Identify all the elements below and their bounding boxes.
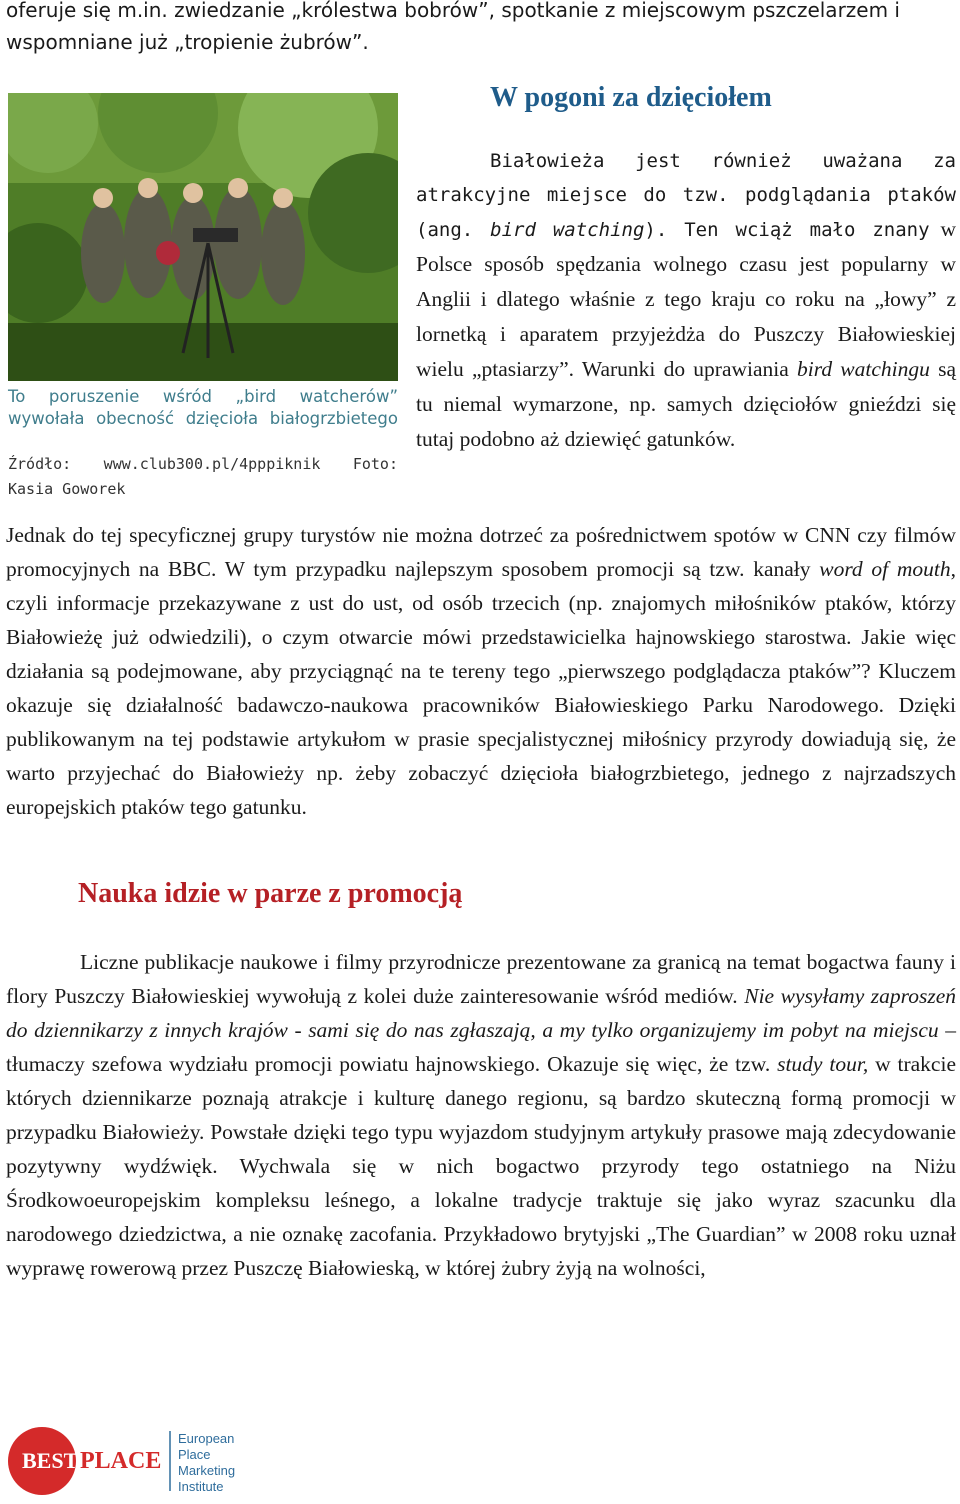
full-text-1: Jednak do tej specyficznej grupy turystów nie można dotrzeć za pośrednictwem spotów w CNN czy filmów promocyjnych na BBC. W tym przypadku najlepszym sposobem promocji są tzw. kanały bbox=[6, 523, 956, 581]
full-width-paragraph-1 bbox=[6, 518, 956, 824]
photo-caption: To poruszenie wśród „bird watcherów” wywołała obecność dzięcioła białogrzbietego bbox=[8, 387, 398, 428]
p2-text-1: Liczne publikacje naukowe i filmy przyrodnicze prezentowane za granicą na temat bogactwa fauny i flory Puszczy Białowieskiej wywołują z kolei duże zainteresowanie wśród mediów. bbox=[6, 950, 956, 1008]
col-italic-1: bird watching bbox=[490, 219, 645, 241]
col-line-1: Białowieża jest również uważana za bbox=[490, 150, 956, 172]
p2-italic-1: Nie wysyłamy zaproszeń do dziennikarzy z innych krajów - sami się do nas zgłaszają, a my tylko organizujemy im pobyt na miejscu bbox=[6, 984, 957, 1042]
column-text bbox=[416, 144, 956, 457]
section-title-dzieciol: W pogoni za dzięciołem bbox=[490, 82, 772, 113]
logo-word: PLACE bbox=[80, 1448, 162, 1474]
col-line-5: są tu niemal wymarzone, np. samych dzięciołów gnieździ się tutaj podobno aż dziewięć gatunków. bbox=[416, 357, 956, 451]
full-text-2: , czyli informacje przekazywane z ust do ust, od osób trzecich (np. znajomych miłośników ptaków, którzy Białowieżę już odwiedzili), o czym otwarcie mówi przedstawicielka hajnowskiego starostwa. Jakie więc działania są podejmowane, aby przyciągnąć na te tereny tego „pierwszego podglądacza ptaków”? Kluczem okazuje się działalność badawczo-naukowa pracowników Białowieskiego Parku Narodowego. Dzięki publikowanym na tej podstawie artykułom w prasie specjalistycznej miłośnicy przyrody dowiadują się, że warto przyjechać do Białowieży np. żeby zobaczyć dzięcioła białogrzbietego, jednego z najrzadszych europejskich ptaków tego gatunku. bbox=[6, 557, 956, 819]
logo-mark: BEST bbox=[22, 1448, 79, 1473]
full-width-paragraph-2 bbox=[6, 945, 956, 1285]
best-place-logo bbox=[8, 1423, 308, 1499]
logo-line-2: Place bbox=[178, 1447, 211, 1462]
intro-paragraph: oferuje się m.in. zwiedzanie „królestwa bobrów”, spotkanie z miejscowym pszczelarzem i wspomniane już „tropienie żubrów”. bbox=[6, 0, 900, 54]
p2-text-3: w trakcie których dziennikarze poznają atrakcje i kulturę danego regionu, są bardzo skuteczną formą promocji w przypadku Białowieży. Powstałe dzięki tego typu wyjazdom studyjnym artykuły prasowe mają zdecydowanie pozytywny wydźwięk. Wychwala się w nich bogactwo przyrody tego ostatniego na Niżu Środkowoeuropejskim kompleksu leśnego, a lokalne tradycje traktuje się jako wyraz szacunku dla narodowego dziedzictwa, a nie oznakę zacofania. Przykładowo brytyjski „The Guardian” w 2008 roku uznał wyprawę rowerową przez Puszczę Białowieską, w której żubry żyją na wolności, bbox=[6, 1052, 956, 1280]
col-line-4: w Polsce sposób spędzania wolnego czasu jest popularny w Anglii i dlatego właśnie z tego kraju co roku na „łowy” z lornetką i aparatem przyjeżdża do Puszczy Białowieskiej wielu „ptasiarzy”. Warunki do uprawiania bbox=[416, 217, 956, 381]
col-line-3: ). Ten wciąż mało znany bbox=[644, 219, 930, 241]
logo-line-1: European bbox=[178, 1431, 235, 1446]
p2-italic-2: study tour, bbox=[777, 1052, 869, 1076]
logo-line-3: Marketing bbox=[178, 1463, 236, 1478]
full-italic: word of mouth bbox=[819, 557, 951, 581]
birdwatchers-photo bbox=[8, 93, 398, 381]
photo-illustration bbox=[8, 93, 398, 381]
logo-line-4: Institute bbox=[178, 1479, 224, 1494]
col-italic-2: bird watchingu bbox=[797, 357, 930, 381]
col-line-2: atrakcyjne miejsce do tzw. podglądania ptaków (ang. bbox=[416, 184, 956, 241]
photo-source: Źródło: www.club300.pl/4pppiknik Foto: Kasia Goworek bbox=[8, 455, 398, 498]
section-title-nauka: Nauka idzie w parze z promocją bbox=[78, 878, 463, 909]
logo-graphic bbox=[8, 1423, 308, 1499]
p2-text-2: – tłumaczy szefowa wydziału promocji powiatu hajnowskiego. Okazuje się więc, że tzw. bbox=[6, 1018, 957, 1076]
